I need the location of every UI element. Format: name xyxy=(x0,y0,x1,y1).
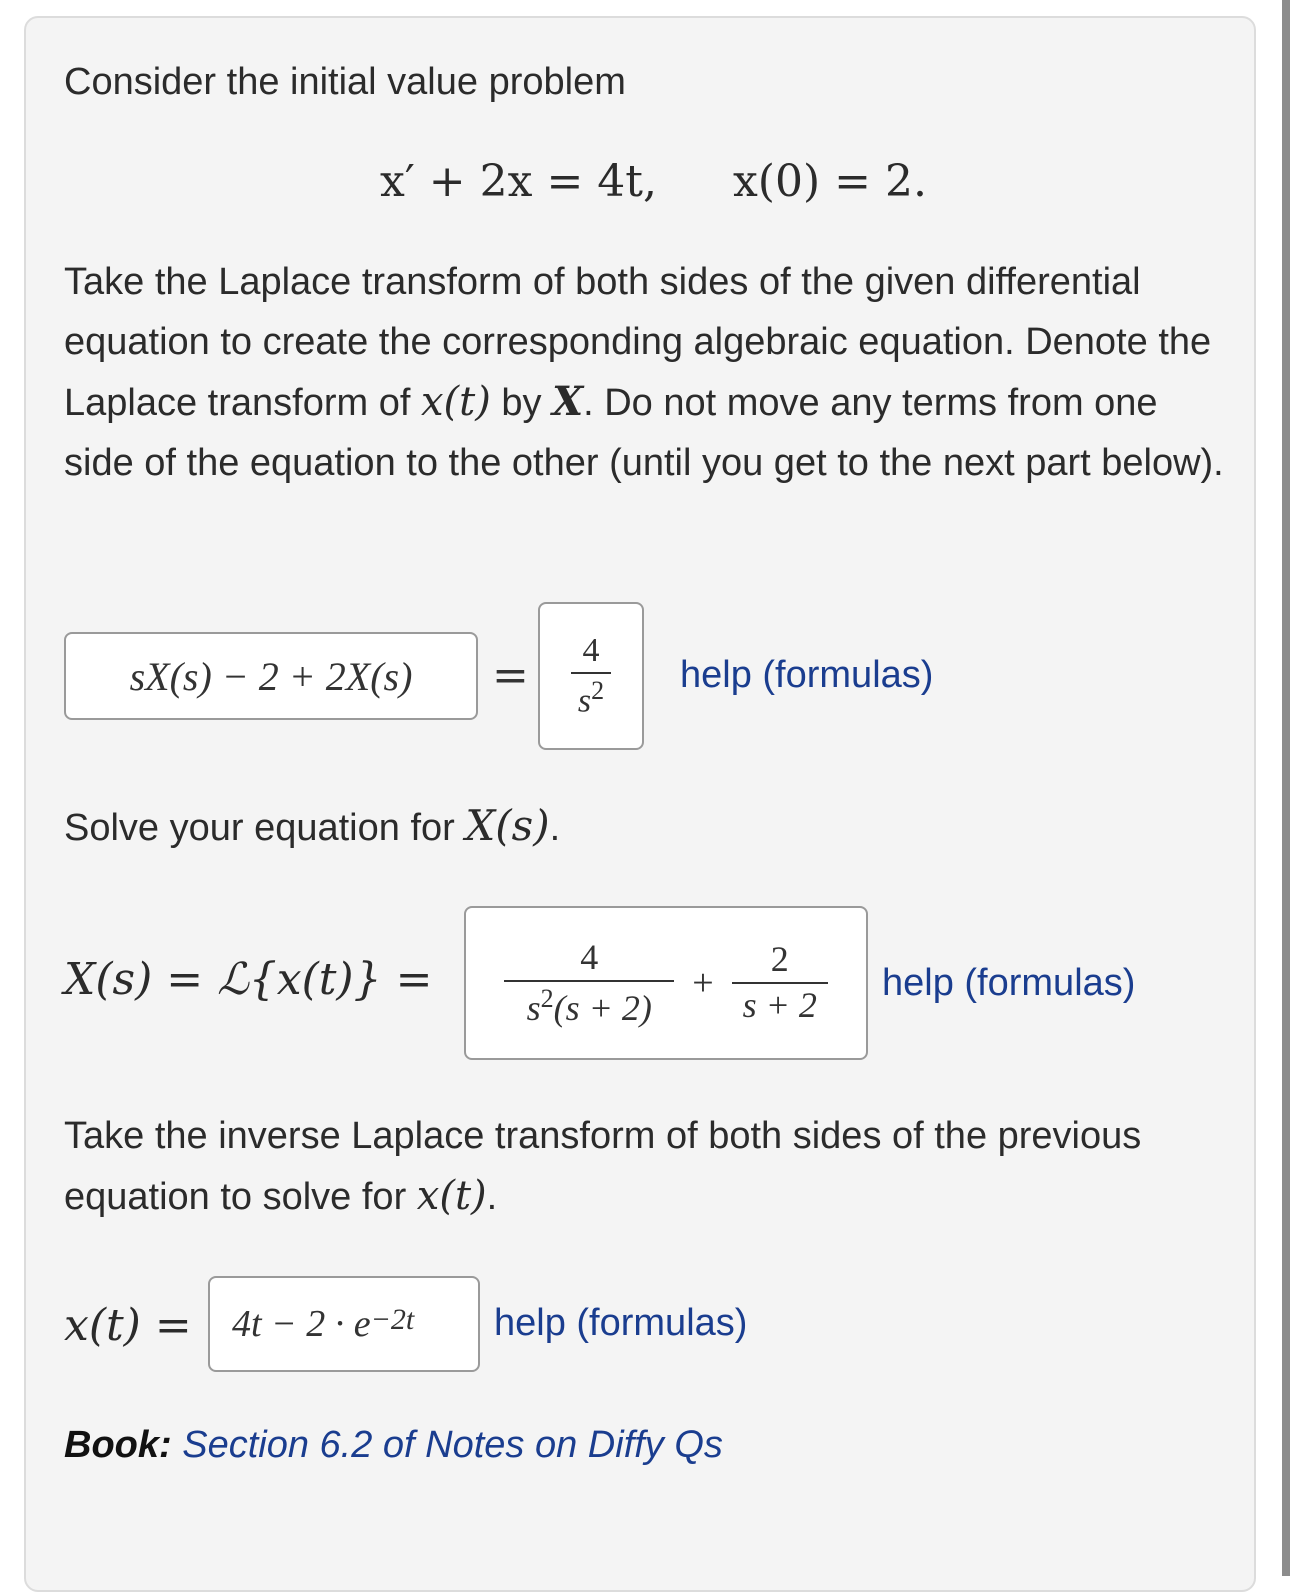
rhs-fraction xyxy=(571,633,611,719)
xs-frac2-denominator: s + 2 xyxy=(742,985,817,1025)
ivp-initial-condition: x(0) = 2. xyxy=(732,156,927,207)
lhs-answer-value: sX(s) − 2 + 2X(s) xyxy=(129,653,413,699)
part3-prompt-text: Take the inverse Laplace transform of both sides of the previous equation to solve for xyxy=(64,1115,1142,1218)
xs-frac1-numerator: 4 xyxy=(580,936,599,977)
part1-math-xt: x(t) xyxy=(420,379,491,425)
book-reference xyxy=(64,1424,723,1467)
rhs-answer-field[interactable] xyxy=(538,602,644,750)
book-label: Book: xyxy=(64,1424,172,1466)
part1-text-b: by xyxy=(490,382,553,424)
equals-sign: = xyxy=(492,650,529,701)
rhs-numerator: 4 xyxy=(582,632,600,670)
scrollbar[interactable] xyxy=(1278,0,1290,1576)
help-formulas-link-3[interactable]: help (formulas) xyxy=(494,1302,748,1344)
part1-text-c: . Do not move any terms from one side of the equation to the other (until you get to the next part below). xyxy=(64,382,1224,484)
xs-frac1-denominator: $s^2(s + 2)$ xyxy=(526,983,652,1028)
rhs-denominator: $s^2$ xyxy=(577,675,605,720)
xt-answer-exponent: −2t xyxy=(370,1303,415,1336)
part1-text-a: Take the Laplace transform of both sides of the given differential equation to create the corresponding algebraic equation. Denote the Laplace transform of xyxy=(64,261,1212,424)
part2-prompt-text: Solve your equation for xyxy=(64,807,466,849)
part3-lhs: x(t) = xyxy=(64,1300,192,1351)
lhs-answer-field[interactable] xyxy=(64,632,478,720)
xs-fraction-2 xyxy=(732,941,828,1025)
xs-frac2-numerator: 2 xyxy=(770,939,789,980)
help-formulas-link-1[interactable]: help (formulas) xyxy=(680,654,934,696)
intro-text: Consider the initial value problem xyxy=(64,61,626,103)
xs-fraction-1 xyxy=(504,936,674,1028)
ivp-equation xyxy=(380,152,927,212)
help-formulas-link-2[interactable]: help (formulas) xyxy=(882,962,1136,1004)
part1-math-X: X xyxy=(552,378,584,425)
part2-prompt: Solve your equation for X(s). xyxy=(64,801,561,850)
ivp-ode: x′ + 2x = 4t, xyxy=(380,156,657,207)
part3-math-xt: x(t) xyxy=(416,1173,487,1219)
part3-prompt: Take the inverse Laplace transform of both sides of the previous equation to solve for x(t). xyxy=(64,1115,1142,1219)
xt-answer-field[interactable] xyxy=(208,1276,480,1372)
part2-lhs: X(s) = ℒ{x(t)} = xyxy=(64,954,433,1005)
xt-answer-base: 4t − 2 · e xyxy=(232,1303,371,1345)
xs-answer-field[interactable] xyxy=(464,906,868,1060)
part2-math-Xs: X(s) xyxy=(465,801,550,850)
book-section-link[interactable]: Section 6.2 of Notes on Diffy Qs xyxy=(182,1424,723,1466)
xs-plus-sign: + xyxy=(692,962,714,1004)
part1-instructions xyxy=(64,252,1224,493)
